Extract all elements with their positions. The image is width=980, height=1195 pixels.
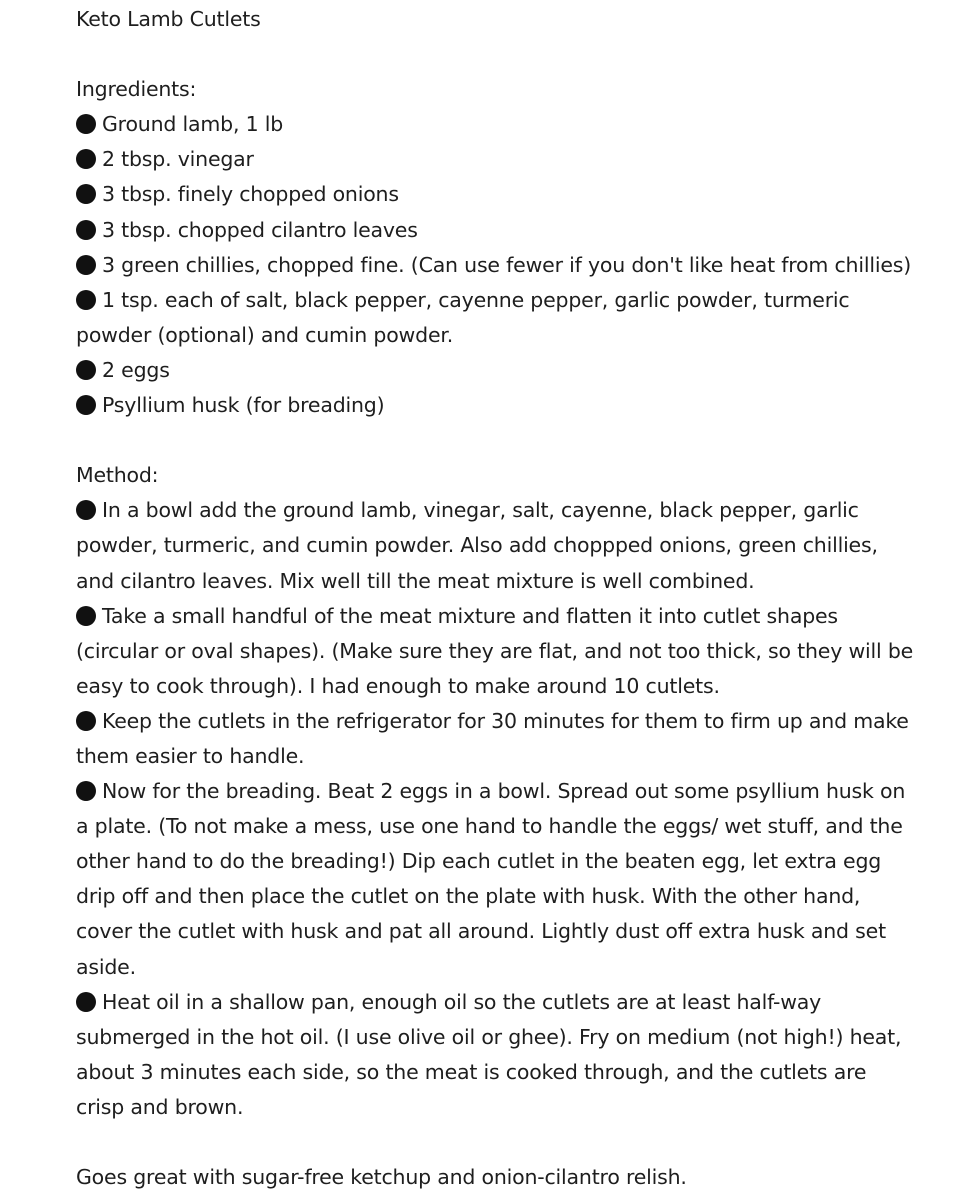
- ingredient-item: [76, 248, 916, 283]
- spacer: [76, 37, 916, 72]
- bullet-icon: [76, 992, 96, 1012]
- ingredients-list: [76, 107, 916, 423]
- method-step-text: Take a small handful of the meat mixture and flatten it into cutlet shapes (circular or oval shapes). (Make sure they are flat, and not too thick, so they will be easy to cook through). I had enough to make around 10 cutlets.: [76, 603, 914, 698]
- bullet-icon: [76, 114, 96, 134]
- bullet-icon: [76, 606, 96, 626]
- method-step-text: Heat oil in a shallow pan, enough oil so the cutlets are at least half-way submerged in the hot oil. (I use olive oil or ghee). Fry on medium (not high!) heat, about 3 minutes each side, so the meat is cooked through, and the cutlets are crisp and brown.: [76, 989, 902, 1119]
- method-step-text: Keep the cutlets in the refrigerator for 30 minutes for them to firm up and make them easier to handle.: [76, 708, 909, 768]
- bullet-icon: [76, 711, 96, 731]
- bullet-icon: [76, 360, 96, 380]
- ingredient-item: [76, 353, 916, 388]
- ingredient-text: 3 green chillies, chopped fine. (Can use fewer if you don't like heat from chillies): [102, 252, 912, 277]
- method-list: [76, 493, 916, 1125]
- ingredient-text: 3 tbsp. finely chopped onions: [102, 182, 399, 207]
- spacer: [76, 423, 916, 458]
- ingredients-heading: Ingredients:: [76, 77, 197, 102]
- bullet-icon: [76, 781, 96, 801]
- bullet-icon: [76, 149, 96, 169]
- method-step: [76, 599, 916, 704]
- ingredient-item: [76, 213, 916, 248]
- bullet-icon: [76, 255, 96, 275]
- method-heading: Method:: [76, 463, 159, 488]
- serving-note: Goes great with sugar-free ketchup and onion-cilantro relish.: [76, 1165, 687, 1190]
- bullet-icon: [76, 395, 96, 415]
- ingredient-text: Psyllium husk (for breading): [102, 393, 385, 418]
- ingredient-item: [76, 177, 916, 212]
- ingredient-item: [76, 107, 916, 142]
- method-step: [76, 704, 916, 774]
- recipe-document: [76, 2, 916, 1195]
- bullet-icon: [76, 184, 96, 204]
- method-step-text: Now for the breading. Beat 2 eggs in a bowl. Spread out some psyllium husk on a plate. (To not make a mess, use one hand to handle the eggs/ wet stuff, and the other hand to do the breading!) Dip each cutlet in the beaten egg, let extra egg drip off and then place the cutlet on the plate with husk. With the other hand, cover the cutlet with husk and pat all around. Lightly dust off extra husk and set aside.: [76, 779, 906, 979]
- bullet-icon: [76, 290, 96, 310]
- spacer: [76, 1125, 916, 1160]
- method-step: [76, 493, 916, 598]
- bullet-icon: [76, 500, 96, 520]
- ingredient-item: [76, 283, 916, 353]
- method-step: [76, 774, 916, 985]
- method-step: [76, 985, 916, 1125]
- recipe-title: Keto Lamb Cutlets: [76, 7, 261, 31]
- bullet-icon: [76, 220, 96, 240]
- ingredient-item: [76, 388, 916, 423]
- ingredient-text: 1 tsp. each of salt, black pepper, cayenne pepper, garlic powder, turmeric powder (optional) and cumin powder.: [76, 287, 850, 347]
- method-step-text: In a bowl add the ground lamb, vinegar, salt, cayenne, black pepper, garlic powder, turmeric, and cumin powder. Also add choppped onions, green chillies, and cilantro leaves. Mix well till the meat mixture is well combined.: [76, 498, 878, 593]
- ingredient-text: Ground lamb, 1 lb: [102, 112, 284, 137]
- ingredient-text: 2 tbsp. vinegar: [102, 147, 254, 172]
- ingredient-text: 3 tbsp. chopped cilantro leaves: [102, 217, 418, 242]
- ingredient-item: [76, 142, 916, 177]
- ingredient-text: 2 eggs: [102, 357, 170, 382]
